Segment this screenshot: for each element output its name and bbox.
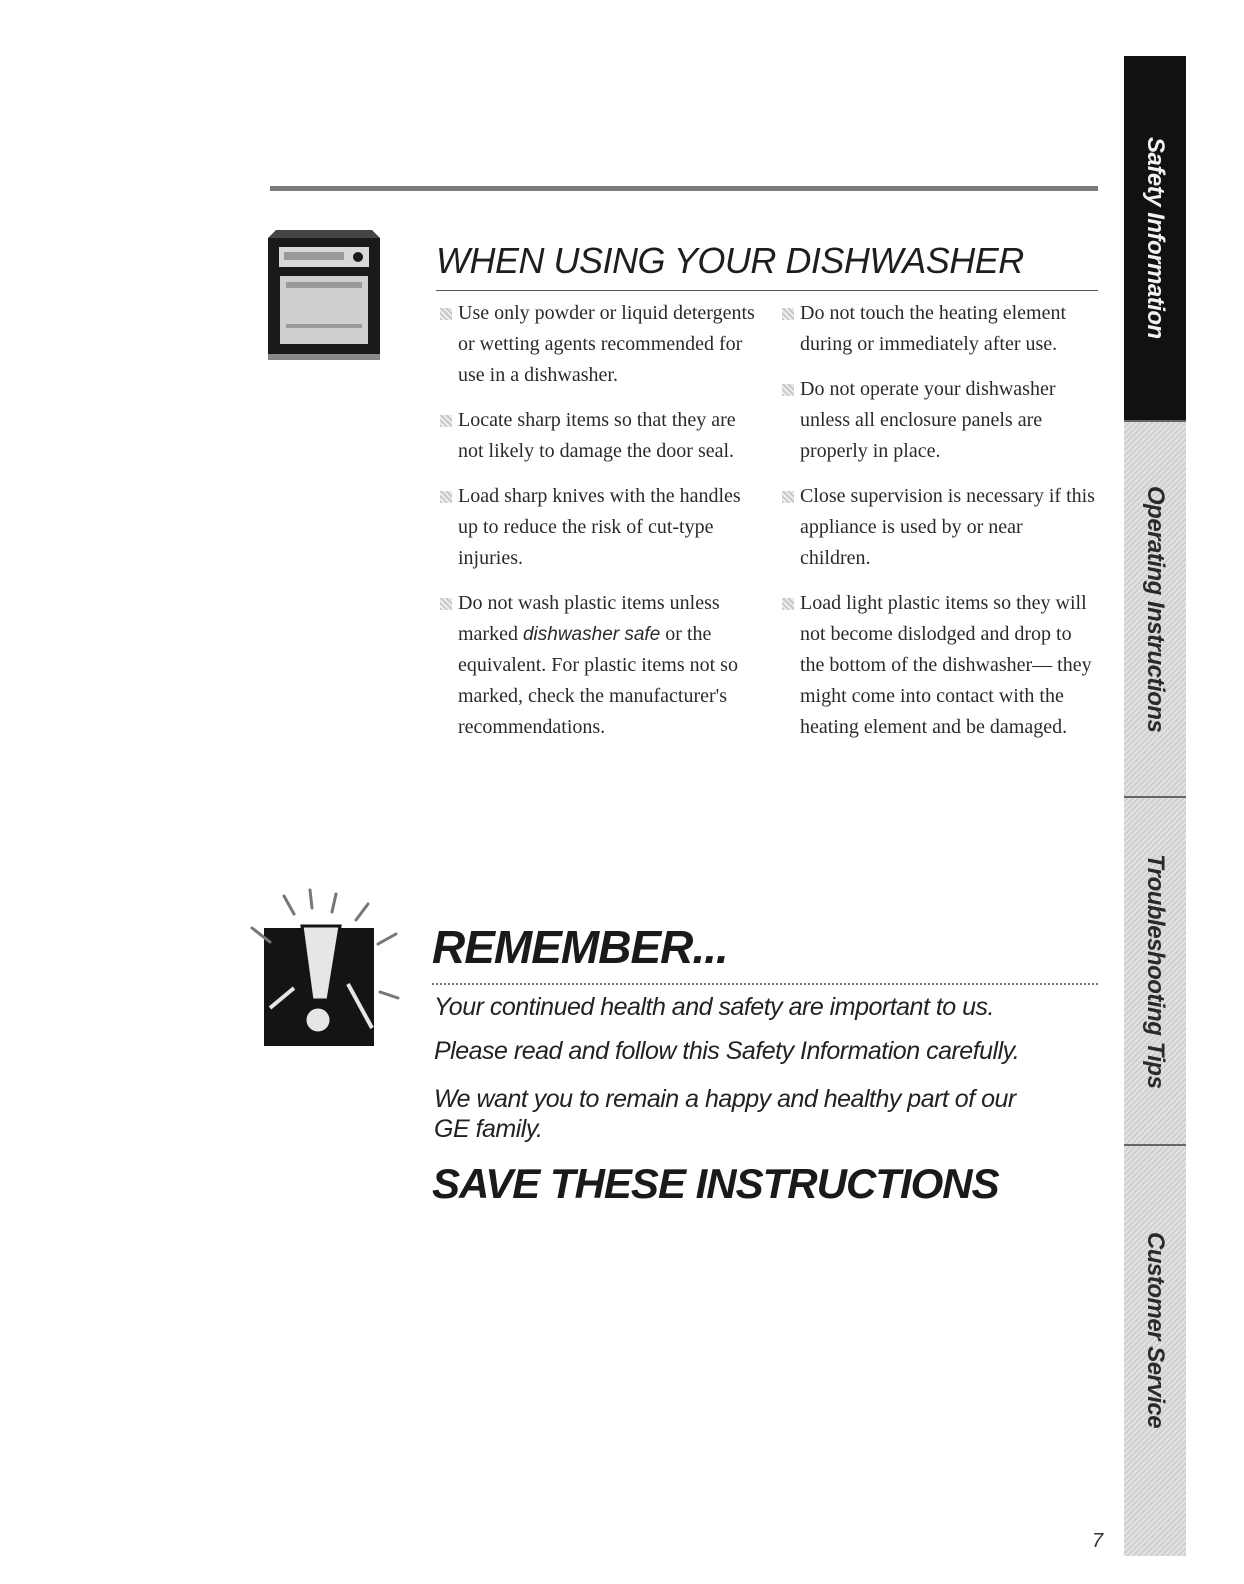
- heading-rule: [436, 290, 1098, 291]
- instruction-text: Use only powder or liquid detergents or wetting agents recommended for use in a dishwasher.: [458, 302, 755, 386]
- page-number: 7: [1092, 1530, 1104, 1552]
- instruction-item: [440, 588, 760, 743]
- square-bullet-icon: [440, 598, 452, 610]
- remember-rule: [432, 983, 1098, 985]
- tab-label: Operating Instructions: [1142, 485, 1169, 733]
- instruction-text: Locate sharp items so that they are not likely to damage the door seal.: [458, 409, 736, 462]
- remember-title: REMEMBER...: [432, 921, 728, 973]
- instruction-text: Do not touch the heating element during or immediately after use.: [800, 302, 1067, 355]
- instruction-item: [440, 405, 760, 467]
- exclamation-warning-icon: [244, 888, 404, 1050]
- instruction-item: [440, 298, 760, 391]
- instruction-text: Load sharp knives with the handles up to reduce the risk of cut-type injuries.: [458, 485, 741, 569]
- tab-troubleshooting-tips[interactable]: [1124, 798, 1186, 1146]
- square-bullet-icon: [782, 491, 794, 503]
- instruction-emphasis: dishwasher safe: [522, 624, 661, 645]
- square-bullet-icon: [440, 491, 452, 503]
- tab-safety-information[interactable]: [1124, 56, 1186, 422]
- tab-label: Troubleshooting Tips: [1142, 853, 1169, 1089]
- square-bullet-icon: [440, 415, 452, 427]
- remember-line: Please read and follow this Safety Information carefully.: [434, 1037, 1020, 1065]
- top-rule: [270, 186, 1098, 191]
- save-instructions-title: SAVE THESE INSTRUCTIONS: [432, 1160, 999, 1207]
- square-bullet-icon: [782, 308, 794, 320]
- tab-label: Safety Information: [1142, 137, 1169, 339]
- instruction-text-start: Do not wash plastic items unless marked: [458, 592, 720, 645]
- tab-label: Customer Service: [1142, 1231, 1169, 1429]
- instruction-item: [782, 588, 1098, 743]
- tab-customer-service[interactable]: [1124, 1146, 1186, 1514]
- remember-line: Your continued health and safety are important to us.: [434, 993, 994, 1021]
- remember-line: We want you to remain a happy and healthy part of our GE family.: [434, 1085, 1016, 1143]
- instruction-item: [782, 374, 1098, 467]
- square-bullet-icon: [782, 384, 794, 396]
- side-tabs: [1124, 56, 1186, 1556]
- dishwasher-icon: [266, 228, 382, 364]
- instruction-item: [782, 298, 1098, 360]
- instruction-text-end: or the equivalent. For plastic items not so marked, check the manufacturer's recommendations.: [458, 623, 738, 738]
- square-bullet-icon: [440, 308, 452, 320]
- instruction-text: Close supervision is necessary if this appliance is used by or near children.: [800, 485, 1095, 569]
- square-bullet-icon: [782, 598, 794, 610]
- tab-operating-instructions[interactable]: [1124, 422, 1186, 798]
- instruction-text: Do not operate your dishwasher unless all enclosure panels are properly in place.: [800, 378, 1056, 462]
- section-heading: WHEN USING YOUR DISHWASHER: [436, 240, 1024, 281]
- instruction-item: [782, 481, 1098, 574]
- instructions-left-column: [440, 298, 760, 757]
- instruction-text: Load light plastic items so they will not become dislodged and drop to the bottom of the dishwasher— they might come into contact with the heating element and be damaged.: [800, 592, 1092, 738]
- instruction-item: [440, 481, 760, 574]
- instructions-right-column: [782, 298, 1098, 757]
